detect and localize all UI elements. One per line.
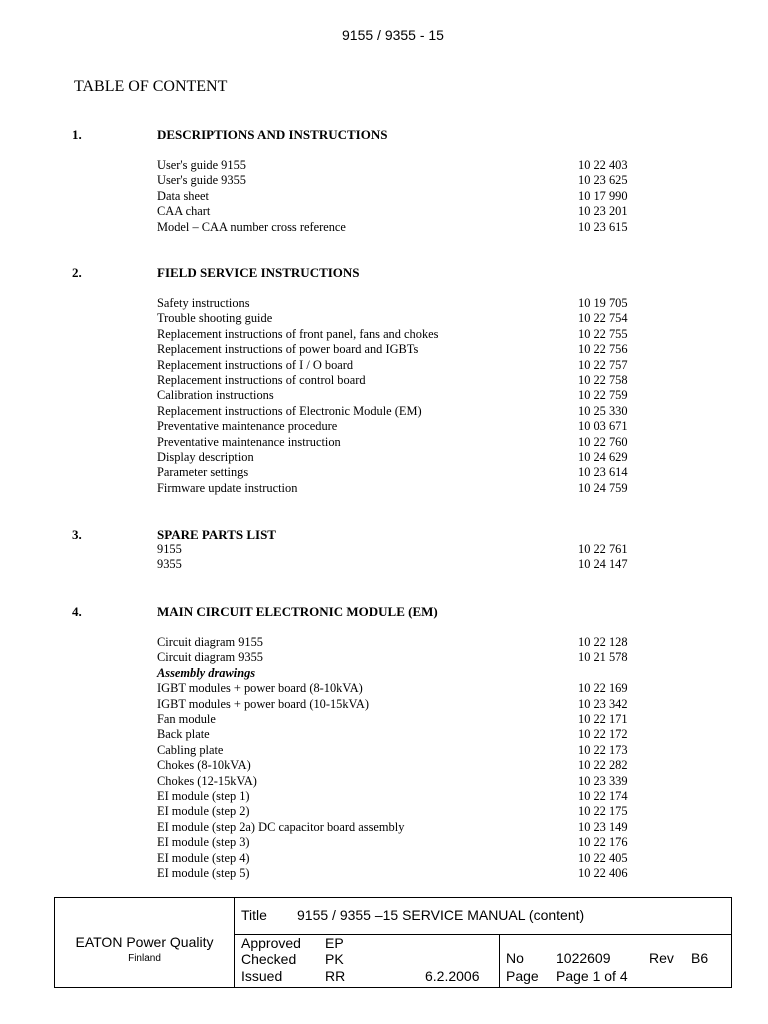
entry-code: 10 22 403 (578, 158, 628, 172)
entry-code: 10 22 282 (578, 758, 628, 773)
entry-name: Replacement instructions of control board (157, 373, 366, 387)
entry-name: IGBT modules + power board (10-15kVA) (157, 696, 369, 711)
toc-entry (157, 650, 637, 665)
toc-entry (157, 404, 637, 419)
entry-code: 10 23 615 (578, 219, 628, 234)
toc-entry (157, 557, 637, 572)
toc-entry (157, 542, 637, 557)
entry-name: EI module (step 2a) DC capacitor board assembly (157, 819, 405, 834)
approved-row (241, 935, 499, 952)
toc-entry (157, 851, 637, 866)
entry-name: User's guide 9155 (157, 158, 246, 172)
toc-entry (157, 342, 637, 357)
entry-name: Firmware update instruction (157, 480, 298, 495)
approved-value: EP (325, 935, 344, 951)
entry-name: Parameter settings (157, 465, 249, 480)
section-number: 2. (72, 265, 82, 280)
toc-entry (157, 789, 637, 804)
entry-name: Data sheet (157, 188, 209, 203)
entry-code: 10 22 175 (578, 804, 628, 819)
entry-name: Display description (157, 450, 254, 464)
toc-entry (157, 435, 637, 450)
entry-code: 10 23 614 (578, 465, 628, 480)
toc-entry (157, 450, 637, 465)
toc-entry (157, 204, 637, 219)
entry-name: IGBT modules + power board (8-10kVA) (157, 681, 363, 696)
entry-code: 10 24 759 (578, 480, 628, 495)
entry-name: Calibration instructions (157, 388, 274, 403)
toc-entry (157, 681, 637, 696)
entry-code: 10 22 760 (578, 434, 628, 449)
title-value: 9155 / 9355 –15 SERVICE MANUAL (content) (297, 907, 585, 923)
entry-name: CAA chart (157, 204, 211, 219)
entry-code: 10 22 758 (578, 373, 628, 387)
entry-name: User's guide 9355 (157, 173, 246, 188)
issued-row (241, 968, 499, 985)
toc-entry (157, 835, 637, 850)
approved-label: Approved (241, 935, 301, 951)
toc-entry (157, 419, 637, 434)
entry-code: 10 22 406 (578, 866, 628, 880)
toc-entry (157, 866, 637, 881)
title-label: Title (241, 907, 267, 923)
toc-entry (157, 758, 637, 773)
section-number: 4. (72, 604, 82, 619)
entry-name: Back plate (157, 727, 210, 742)
entry-code: 10 22 756 (578, 342, 628, 357)
rev-value: B6 (691, 950, 709, 966)
entry-name: Fan module (157, 712, 216, 726)
title-block (54, 897, 732, 988)
entry-name: Circuit diagram 9355 (157, 650, 263, 665)
toc-entry (157, 189, 637, 204)
toc-entry (157, 481, 637, 496)
entry-code: 10 23 342 (578, 696, 628, 711)
toc-entry (157, 358, 637, 373)
toc-entry (157, 296, 637, 311)
toc-entry (157, 743, 637, 758)
section-title: SPARE PARTS LIST (157, 527, 276, 542)
toc-entry (157, 820, 637, 835)
entry-code: 10 23 201 (578, 204, 628, 219)
entry-code: 10 22 754 (578, 311, 628, 326)
entry-name: EI module (step 5) (157, 866, 250, 880)
approval-cell (235, 935, 500, 987)
subsection-heading (157, 666, 637, 681)
entry-code: 10 22 172 (578, 727, 628, 742)
document-title: TABLE OF CONTENT (74, 78, 228, 95)
toc-entry (157, 311, 637, 326)
section-number: 3. (72, 527, 82, 542)
entry-name: EI module (step 2) (157, 804, 250, 819)
toc-entry (157, 173, 637, 188)
issued-label: Issued (241, 968, 283, 984)
entry-name: EI module (step 1) (157, 789, 250, 803)
page-value: Page 1 of 4 (556, 968, 628, 984)
entry-name: 9155 (157, 542, 182, 556)
entry-code: 10 24 147 (578, 557, 628, 572)
entry-code: 10 03 671 (578, 419, 628, 434)
toc-entry (157, 388, 637, 403)
no-value: 1022609 (556, 950, 611, 966)
entry-code: 10 17 990 (578, 188, 628, 203)
entry-name: Circuit diagram 9155 (157, 635, 263, 649)
entry-name: EI module (step 4) (157, 850, 250, 865)
entry-code: 10 23 339 (578, 773, 628, 788)
entry-code: 10 22 757 (578, 357, 628, 372)
toc-entry (157, 712, 637, 727)
entry-name: Chokes (12-15kVA) (157, 773, 257, 788)
entry-name: Preventative maintenance procedure (157, 419, 338, 434)
page-label: Page (506, 968, 539, 984)
entry-name: EI module (step 3) (157, 835, 250, 850)
entry-name: Replacement instructions of power board and IGBTs (157, 342, 419, 357)
title-row (235, 898, 731, 935)
issued-date: 6.2.2006 (425, 968, 480, 984)
toc-entry (157, 220, 637, 235)
company-name: EATON Power Quality (75, 934, 214, 950)
entry-code: 10 22 169 (578, 681, 628, 696)
entry-name: Assembly drawings (157, 665, 256, 680)
section-title: MAIN CIRCUIT ELECTRONIC MODULE (EM) (157, 604, 438, 619)
section-title: DESCRIPTIONS AND INSTRUCTIONS (157, 127, 388, 142)
entry-code: 10 22 171 (578, 712, 628, 726)
toc-entry (157, 697, 637, 712)
section-title: FIELD SERVICE INSTRUCTIONS (157, 265, 360, 280)
entry-name: 9355 (157, 557, 182, 572)
entry-code: 10 22 759 (578, 388, 628, 403)
entry-code: 10 23 149 (578, 819, 628, 834)
entry-name: Chokes (8-10kVA) (157, 758, 251, 773)
toc-entry (157, 327, 637, 342)
entry-code: 10 25 330 (578, 403, 628, 418)
company-location: Finland (128, 953, 161, 964)
checked-label: Checked (241, 951, 297, 967)
entry-code: 10 23 625 (578, 173, 628, 188)
rev-label: Rev (649, 950, 674, 966)
no-label: No (506, 950, 524, 966)
company-cell (55, 898, 235, 987)
section-number: 1. (72, 127, 82, 142)
entry-name: Trouble shooting guide (157, 311, 273, 326)
toc-entry (157, 465, 637, 480)
entry-code: 10 22 761 (578, 542, 628, 556)
entry-name: Preventative maintenance instruction (157, 434, 341, 449)
entry-code: 10 22 173 (578, 742, 628, 757)
entry-code: 10 19 705 (578, 296, 628, 310)
issued-value: RR (325, 968, 346, 984)
entry-name: Model – CAA number cross reference (157, 219, 346, 234)
toc-entry (157, 804, 637, 819)
toc-entry (157, 727, 637, 742)
entry-code: 10 22 405 (578, 850, 628, 865)
toc-entry (157, 373, 637, 388)
entry-name: Cabling plate (157, 742, 224, 757)
entry-code: 10 22 174 (578, 789, 628, 803)
entry-code: 10 21 578 (578, 650, 628, 665)
entry-code: 10 22 128 (578, 635, 628, 649)
entry-name: Safety instructions (157, 296, 250, 310)
page-header: 9155 / 9355 - 15 (342, 27, 444, 43)
entry-name: Replacement instructions of front panel, fans and chokes (157, 326, 439, 341)
checked-value: PK (325, 951, 344, 967)
entry-name: Replacement instructions of I / O board (157, 357, 354, 372)
toc-entry (157, 635, 637, 650)
toc-entry (157, 774, 637, 789)
entry-code: 10 22 176 (578, 835, 628, 850)
document-number-cell (500, 935, 731, 987)
entry-name: Replacement instructions of Electronic Module (EM) (157, 403, 422, 418)
checked-row (241, 951, 499, 968)
entry-code: 10 22 755 (578, 326, 628, 341)
entry-code: 10 24 629 (578, 450, 628, 464)
toc-entry (157, 158, 637, 173)
